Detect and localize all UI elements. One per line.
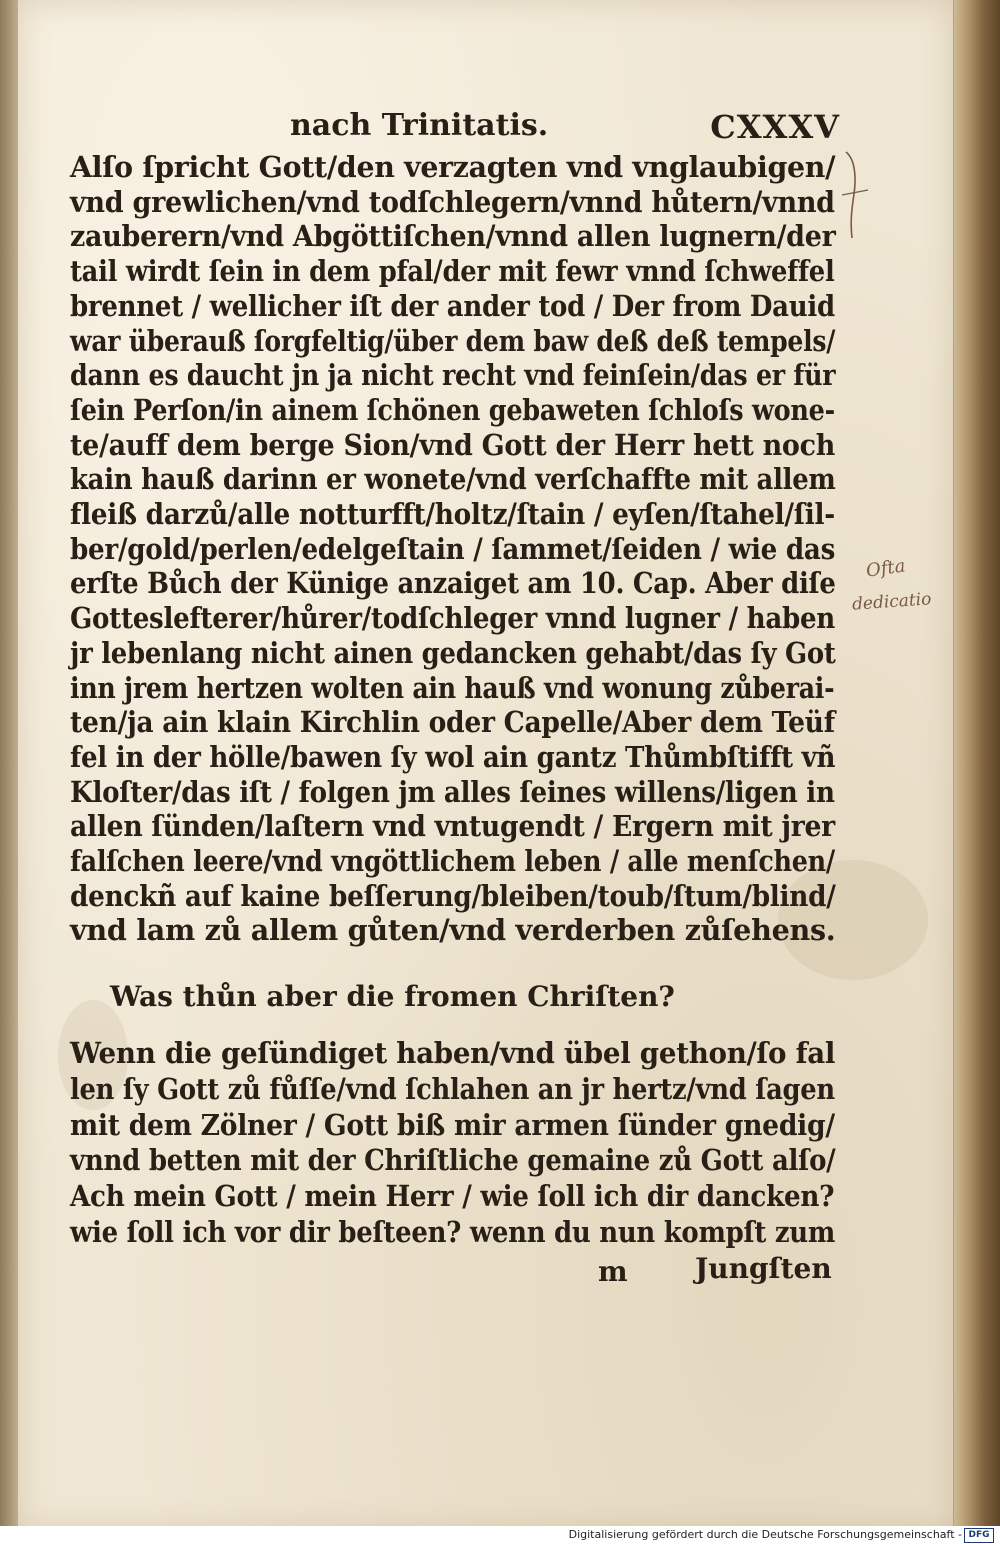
marginal-note-1: Ofta [864,555,907,582]
text-line: vnnd betten mit der Chriſtliche gemaine zů Gott alſo/ [70,1143,836,1178]
text-line: ſein Perſon/in ainem ſchönen gebaweten ſchloſs wone- [70,392,835,427]
text-line: vnd grewlichen/vnd todſchlegern/vnnd hůtern/vnnd [70,184,835,219]
text-line: len ſy Gott zů fůſſe/vnd ſchlahen an jr hertz/vnd ſagen [70,1071,835,1106]
footer-credit: Digitalisierung gefördert durch die Deutsche Forschungsgemeinschaft - [568,1528,962,1541]
dfg-logo: DFG [964,1528,994,1543]
subheading: Was thůn aber die fromen Chriſten? [110,980,675,1013]
marginal-note-2: dedicatio [851,589,933,615]
text-line: fleiß darzů/alle notturfft/holtz/ſtain / eyſen/ſtahel/ſil- [70,497,835,531]
text-line: ten/ja ain klain Kirchlin oder Capelle/Aber dem Teüf [70,705,835,740]
text-line: jr lebenlang nicht ainen gedancken gehabt/das ſy Got [70,635,836,670]
text-line: Gotteslefterer/hůrer/todſchleger vnnd lugner / haben [70,601,836,636]
text-line: wie ſoll ich vor dir beſteen? wenn du nun kompſt zum [70,1215,836,1249]
text-line: brennet / wellicher iſt der ander tod / Der from Dauid [70,288,835,323]
text-line: ber/gold/perlen/edelgeſtain / ſammet/ſeiden / wie das [70,531,836,566]
text-line: allen ſünden/laſtern vnd vntugendt / Ergern mit jrer [70,809,835,844]
text-line: te/auff dem berge Sion/vnd Gott der Herr hett noch [70,427,836,462]
text-line: dann es daucht jn ja nicht recht vnd feinſein/das er für [70,358,836,393]
catchword: Jungſten [695,1252,832,1285]
margin-bracket-mark [842,150,872,240]
text-line: war überauß ſorgfeltig/über dem baw deß deß tempels/ [70,323,836,358]
text-line: tail wirdt ſein in dem pfal/der mit fewr vnnd ſchweffel [70,254,835,289]
text-line: fel in der hölle/bawen ſy wol ain gantz Thůmbſtifft vñ [70,739,836,774]
text-line: Wenn die geſündiget haben/vnd übel gethon/ſo fal [70,1036,836,1070]
text-line: vnd lam zů allem gůten/vnd verderben zůſehens. [70,913,836,948]
text-line: denckñ auf kaine beſſerung/bleiben/toub/ſtum/blind/ [70,878,836,913]
text-line: inn jrem hertzen wolten ain hauß vnd wonung zůberai- [70,670,835,705]
text-line: Kloſter/das iſt / folgen jm alles ſeines willens/ligen in [70,774,835,809]
text-line: Ach mein Gott / mein Herr / wie ſoll ich dir dancken? [70,1179,835,1214]
running-title: nach Trinitatis. [290,108,549,143]
digitization-footer [0,1526,1000,1544]
folio-number: CXXXV [710,108,840,146]
text-line: kain hauß darinn er wonete/vnd verſchaffte mit allem [70,462,836,497]
signature-mark: m [598,1255,628,1288]
page-header [290,108,840,152]
text-line: mit dem Zölner / Gott biß mir armen ſünder gnedig/ [70,1107,835,1142]
text-line: falſchen leere/vnd vngöttlichem leben / alle menſchen/ [70,844,835,878]
text-line: zauberern/vnd Abgöttiſchen/vnnd allen lugnern/der [70,219,836,254]
text-line: erſte Bůch der Künige anzaiget am 10. Cap. Aber diſe [70,566,836,601]
text-line: Alſo ſpricht Gott/den verzagten vnd vnglaubigen/ [70,150,836,184]
